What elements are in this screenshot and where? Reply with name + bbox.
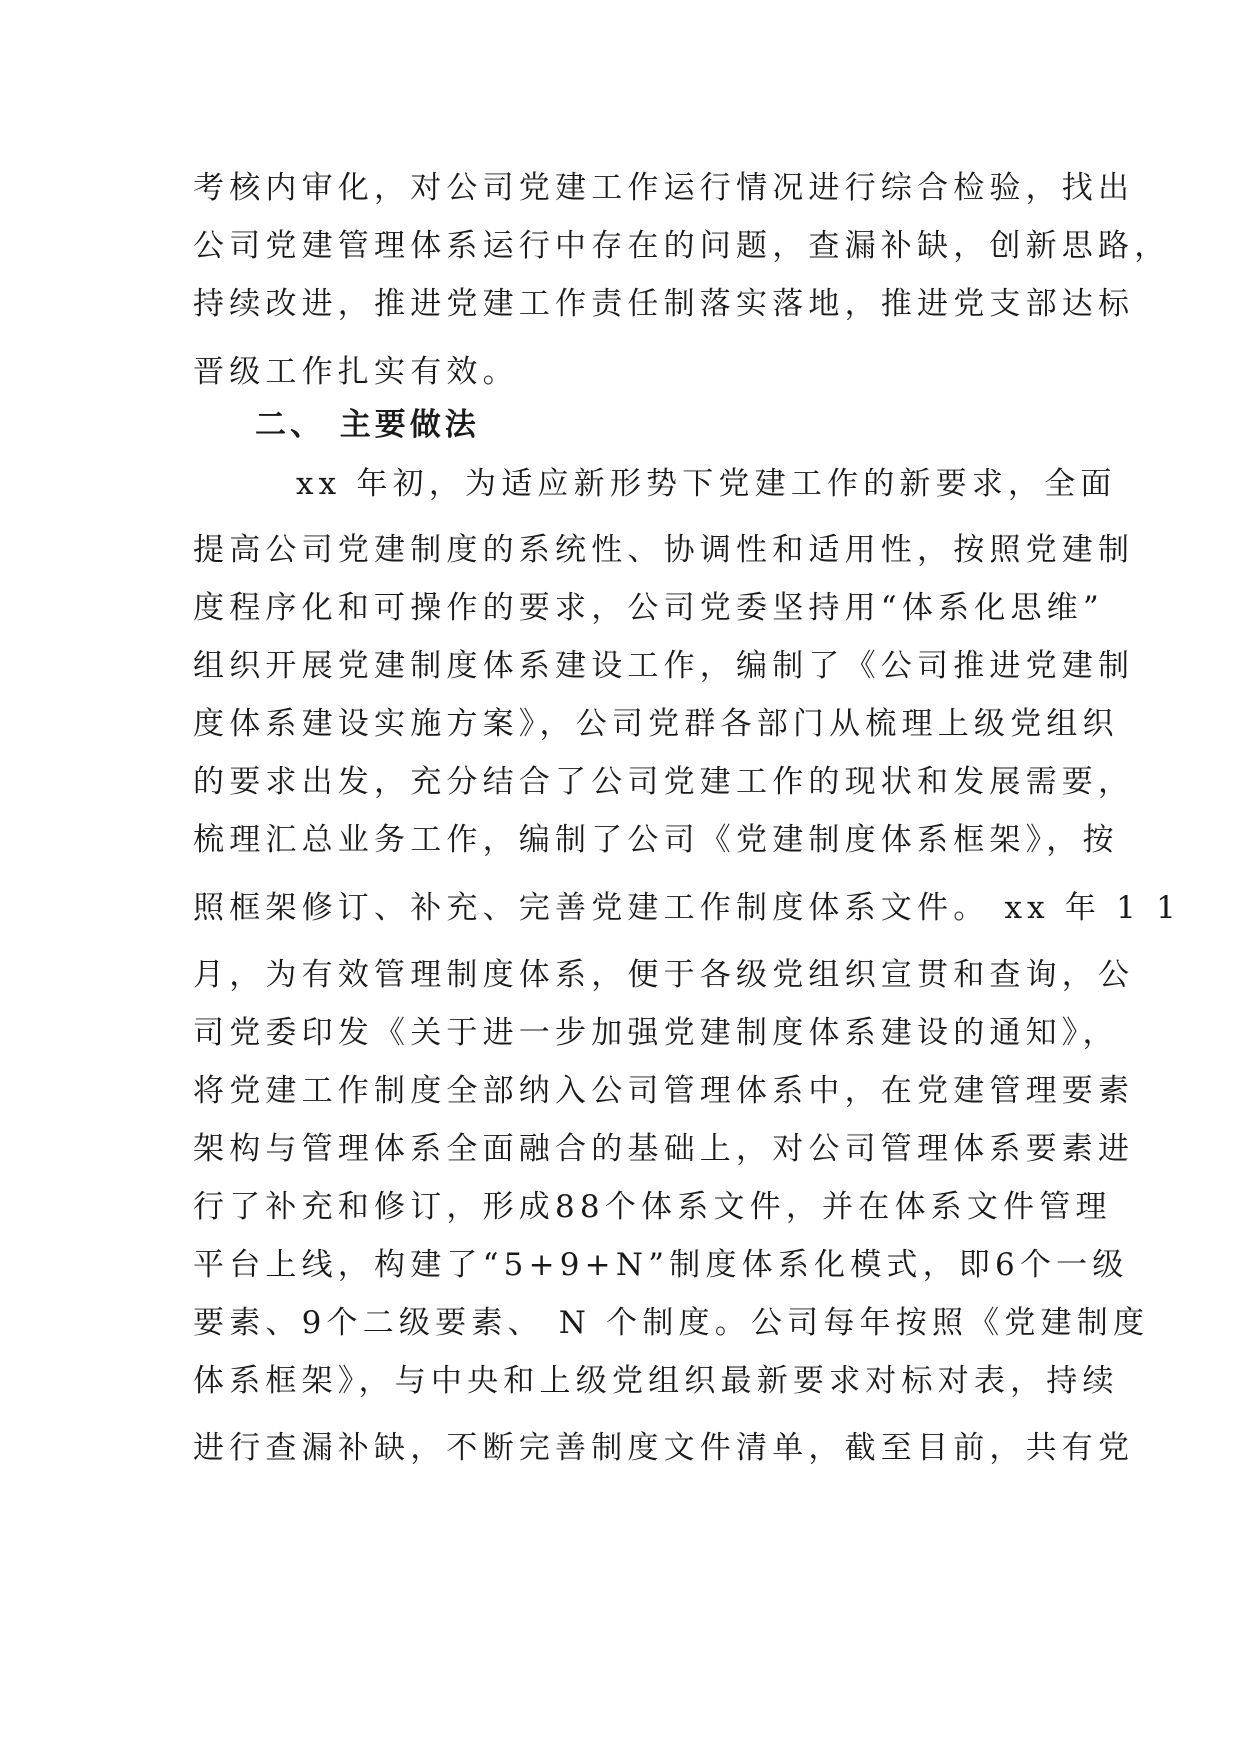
text-line: 照框架修订、补充、完善党建工作制度体系文件。 xx 年 1 1 (193, 890, 1182, 926)
text-line: 平台上线，构建了“5+9+N”制度体系化模式，即6个一级 (193, 1247, 1129, 1283)
section-heading: 二、 主要做法 (255, 407, 480, 443)
text-line: 提高公司党建制度的系统性、协调性和适用性，按照党建制 (193, 532, 1135, 568)
text-line: 体系框架》，与中央和上级党组织最新要求对标对表，持续 (193, 1363, 1119, 1399)
text-line: 考核内审化，对公司党建工作运行情况进行综合检验，找出 (193, 170, 1135, 206)
text-line: 的要求出发，充分结合了公司党建工作的现状和发展需要， (193, 764, 1135, 800)
text-line: 公司党建管理体系运行中存在的问题，查漏补缺，创新思路， (193, 228, 1171, 264)
text-line: 行了补充和修订，形成88个体系文件，并在体系文件管理 (193, 1189, 1112, 1225)
text-line: 月，为有效管理制度体系，便于各级党组织宣贯和查询，公 (193, 957, 1135, 993)
text-line: 架构与管理体系全面融合的基础上，对公司管理体系要素进 (193, 1131, 1135, 1167)
text-line: 进行查漏补缺，不断完善制度文件清单，截至目前，共有党 (193, 1430, 1135, 1466)
text-line: 度体系建设实施方案》，公司党群各部门从梳理上级党组织 (193, 706, 1119, 742)
text-line: 组织开展党建制度体系建设工作，编制了《公司推进党建制 (193, 648, 1135, 684)
text-line: 晋级工作扎实有效。 (193, 354, 519, 390)
paragraph-first-line: xx 年初，为适应新形势下党建工作的新要求，全面 (296, 466, 1117, 502)
text-line: 持续改进，推进党建工作责任制落实落地，推进党支部达标 (193, 286, 1135, 322)
text-line: 度程序化和可操作的要求，公司党委坚持用“体系化思维” (193, 590, 1104, 626)
text-line: 梳理汇总业务工作，编制了公司《党建制度体系框架》，按 (193, 822, 1119, 858)
text-line: 司党委印发《关于进一步加强党建制度体系建设的通知》， (193, 1015, 1119, 1051)
text-line: 将党建工作制度全部纳入公司管理体系中，在党建管理要素 (193, 1073, 1135, 1109)
text-line: 要素、9个二级要素、 N 个制度。公司每年按照《党建制度 (193, 1305, 1150, 1341)
